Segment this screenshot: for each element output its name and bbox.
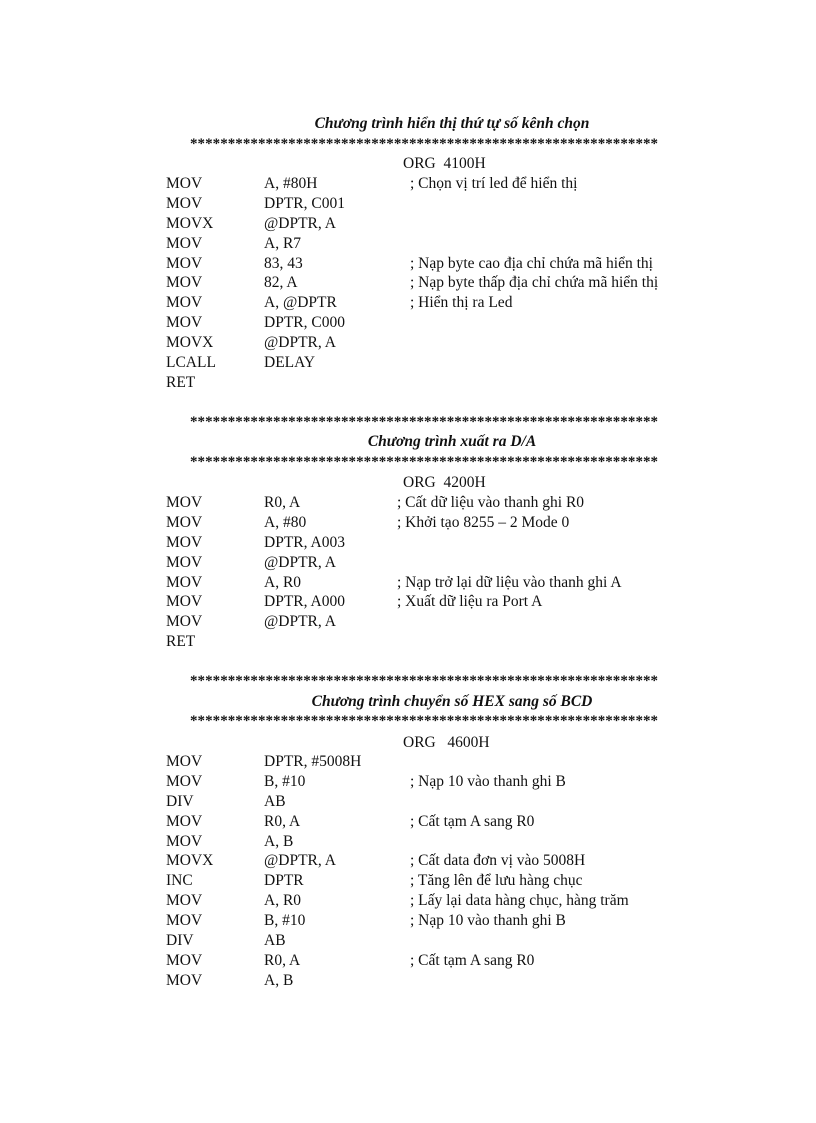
mnemonic: MOV bbox=[166, 912, 203, 930]
mnemonic: MOV bbox=[166, 812, 203, 830]
operand: B, #10 bbox=[264, 912, 306, 930]
code-line bbox=[166, 632, 726, 652]
operand: @DPTR, A bbox=[264, 214, 336, 232]
code-line bbox=[166, 951, 726, 971]
comment: ; Nạp trở lại dữ liệu vào thanh ghi A bbox=[397, 573, 622, 591]
mnemonic: MOVX bbox=[166, 334, 214, 352]
operand: R0, A bbox=[264, 812, 301, 830]
comment: ; Cất data đơn vị vào 5008H bbox=[410, 852, 586, 870]
mnemonic: MOV bbox=[166, 753, 203, 770]
code-line bbox=[166, 931, 726, 951]
code-block bbox=[166, 493, 726, 652]
operand: @DPTR, A bbox=[264, 613, 336, 631]
separator-stars: ************************************************************** bbox=[190, 414, 659, 430]
code-line bbox=[166, 234, 726, 254]
operand: R0, A bbox=[264, 951, 301, 969]
code-line bbox=[166, 971, 726, 991]
comment: ; Nạp 10 vào thanh ghi B bbox=[410, 912, 566, 930]
mnemonic: MOV bbox=[166, 951, 203, 969]
code-line bbox=[166, 373, 726, 393]
code-line bbox=[166, 313, 726, 333]
separator-stars: ************************************************************** bbox=[190, 673, 659, 689]
operand: @DPTR, A bbox=[264, 553, 336, 571]
operand: A, R7 bbox=[264, 234, 302, 252]
mnemonic: MOV bbox=[166, 772, 203, 790]
mnemonic: MOV bbox=[166, 593, 203, 611]
operand: DPTR, A000 bbox=[264, 593, 345, 611]
operand: AB bbox=[264, 792, 286, 810]
code-line bbox=[166, 573, 726, 593]
org-directive: ORG 4100H bbox=[403, 155, 486, 172]
org-directive: ORG 4600H bbox=[403, 734, 490, 751]
mnemonic: MOV bbox=[166, 494, 203, 511]
code-line bbox=[166, 592, 726, 612]
comment: ; Nạp byte cao địa chỉ chứa mã hiển thị bbox=[410, 254, 653, 272]
mnemonic: MOV bbox=[166, 832, 203, 850]
code-block bbox=[166, 174, 726, 393]
separator-stars: ************************************************************** bbox=[190, 136, 659, 152]
mnemonic: MOV bbox=[166, 314, 203, 332]
mnemonic: MOV bbox=[166, 892, 203, 910]
section-title: Chương trình chuyển số HEX sang số BCD bbox=[311, 693, 593, 710]
mnemonic: RET bbox=[166, 633, 196, 651]
code-line bbox=[166, 493, 726, 513]
mnemonic: MOV bbox=[166, 234, 203, 252]
operand: 83, 43 bbox=[264, 254, 303, 272]
mnemonic: MOVX bbox=[166, 852, 214, 870]
comment: ; Chọn vị trí led để hiển thị bbox=[410, 175, 578, 192]
operand: A, #80 bbox=[264, 513, 307, 531]
operand: B, #10 bbox=[264, 772, 306, 790]
separator-stars: ************************************************************** bbox=[190, 454, 659, 470]
comment: ; Cất dữ liệu vào thanh ghi R0 bbox=[397, 494, 585, 511]
section-title: Chương trình xuất ra D/A bbox=[367, 433, 537, 450]
operand: A, @DPTR bbox=[264, 294, 337, 312]
mnemonic: DIV bbox=[166, 932, 194, 950]
code-line bbox=[166, 772, 726, 792]
code-line bbox=[166, 254, 726, 274]
mnemonic: MOVX bbox=[166, 214, 214, 232]
code-line bbox=[166, 214, 726, 234]
operand: DELAY bbox=[264, 354, 316, 372]
operand: DPTR, #5008H bbox=[264, 753, 362, 770]
code-block bbox=[166, 752, 726, 991]
mnemonic: MOV bbox=[166, 613, 203, 631]
code-line bbox=[166, 832, 726, 852]
operand: DPTR, C001 bbox=[264, 194, 345, 212]
operand: A, R0 bbox=[264, 573, 302, 591]
code-line bbox=[166, 293, 726, 313]
code-line bbox=[166, 851, 726, 871]
mnemonic: MOV bbox=[166, 294, 203, 312]
code-line bbox=[166, 353, 726, 373]
code-line bbox=[166, 911, 726, 931]
operand: A, B bbox=[264, 971, 294, 989]
mnemonic: MOV bbox=[166, 274, 203, 292]
code-line bbox=[166, 333, 726, 353]
separator-stars: ************************************************************** bbox=[190, 713, 659, 729]
operand: AB bbox=[264, 932, 286, 950]
code-line bbox=[166, 194, 726, 214]
code-line bbox=[166, 174, 726, 194]
operand: A, #80H bbox=[264, 175, 318, 192]
comment: ; Nạp 10 vào thanh ghi B bbox=[410, 772, 566, 790]
mnemonic: MOV bbox=[166, 254, 203, 272]
operand: @DPTR, A bbox=[264, 852, 336, 870]
code-line bbox=[166, 533, 726, 553]
operand: DPTR bbox=[264, 872, 304, 890]
comment: ; Cất tạm A sang R0 bbox=[410, 812, 535, 830]
mnemonic: MOV bbox=[166, 513, 203, 531]
code-line bbox=[166, 812, 726, 832]
code-line bbox=[166, 752, 726, 772]
comment: ; Khởi tạo 8255 – 2 Mode 0 bbox=[397, 513, 570, 531]
operand: A, B bbox=[264, 832, 294, 850]
org-directive: ORG 4200H bbox=[403, 474, 486, 491]
code-line bbox=[166, 792, 726, 812]
code-line bbox=[166, 273, 726, 293]
comment: ; Tăng lên để lưu hàng chục bbox=[410, 872, 583, 890]
mnemonic: LCALL bbox=[166, 354, 216, 372]
mnemonic: MOV bbox=[166, 533, 203, 551]
code-line bbox=[166, 891, 726, 911]
mnemonic: RET bbox=[166, 373, 196, 391]
mnemonic: MOV bbox=[166, 553, 203, 571]
section-title: Chương trình hiển thị thứ tự số kênh chọn bbox=[314, 115, 590, 132]
operand: 82, A bbox=[264, 274, 298, 292]
mnemonic: MOV bbox=[166, 573, 203, 591]
mnemonic: MOV bbox=[166, 175, 203, 192]
comment: ; Cất tạm A sang R0 bbox=[410, 951, 535, 969]
operand: R0, A bbox=[264, 494, 301, 511]
operand: DPTR, A003 bbox=[264, 533, 345, 551]
code-line bbox=[166, 553, 726, 573]
comment: ; Hiển thị ra Led bbox=[410, 294, 513, 312]
operand: DPTR, C000 bbox=[264, 314, 345, 332]
mnemonic: MOV bbox=[166, 971, 203, 989]
comment: ; Xuất dữ liệu ra Port A bbox=[397, 593, 543, 611]
mnemonic: DIV bbox=[166, 792, 194, 810]
comment: ; Lấy lại data hàng chục, hàng trăm bbox=[410, 892, 629, 910]
mnemonic: INC bbox=[166, 872, 193, 890]
code-line bbox=[166, 513, 726, 533]
comment: ; Nạp byte thấp địa chỉ chứa mã hiển thị bbox=[410, 274, 659, 292]
operand: A, R0 bbox=[264, 892, 302, 910]
operand: @DPTR, A bbox=[264, 334, 336, 352]
code-line bbox=[166, 871, 726, 891]
mnemonic: MOV bbox=[166, 194, 203, 212]
code-line bbox=[166, 612, 726, 632]
